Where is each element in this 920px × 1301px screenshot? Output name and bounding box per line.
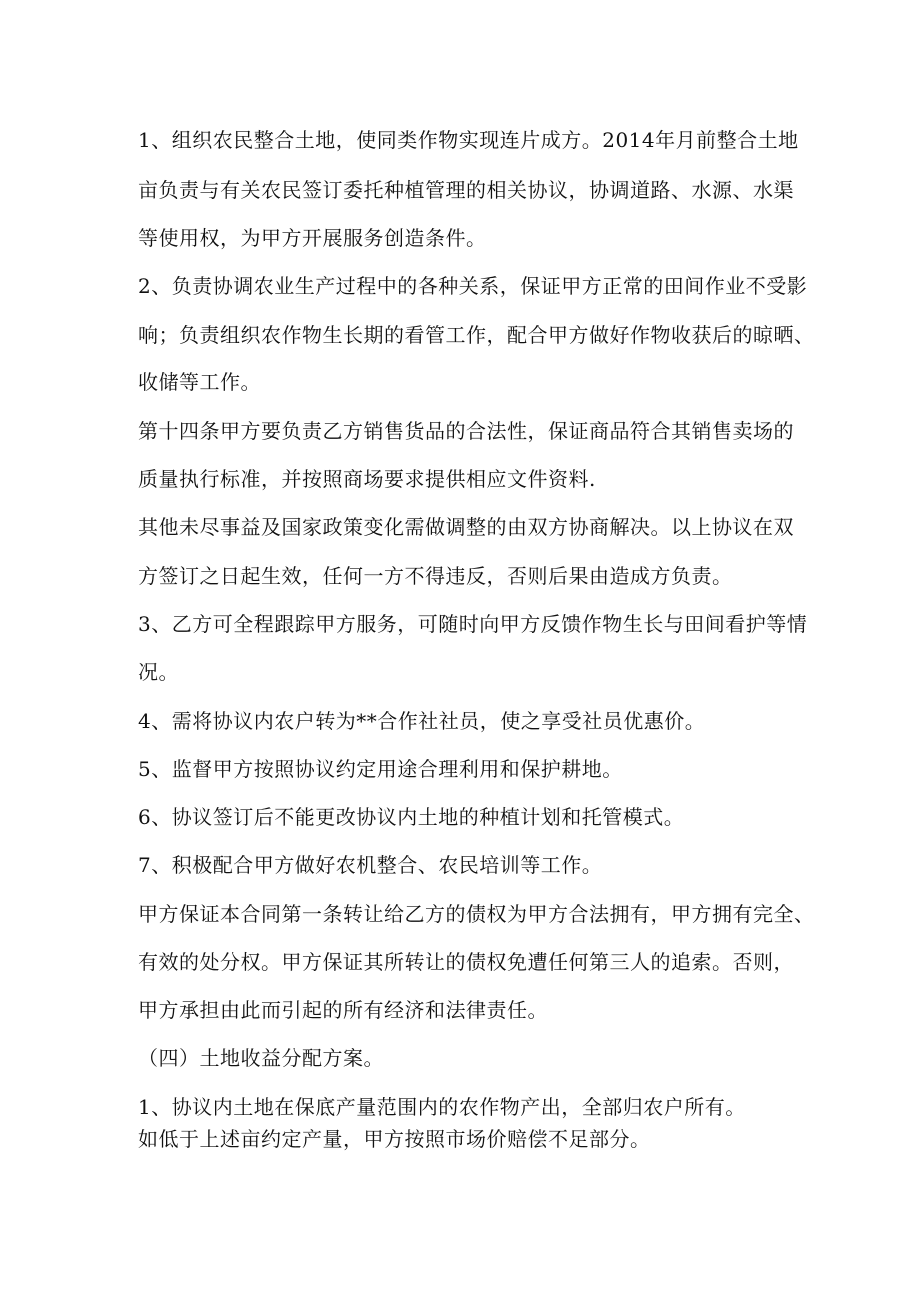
text-line: 5、监督甲方按照协议约定用途合理利用和保护耕地。 — [138, 757, 623, 781]
text-line: 2、负责协调农业生产过程中的各种关系，保证甲方正常的田间作业不受影 — [138, 274, 808, 298]
text-line: 甲方保证本合同第一条转让给乙方的债权为甲方合法拥有，甲方拥有完全、 — [138, 902, 815, 926]
text-line: 响；负责组织农作物生长期的看管工作，配合甲方做好作物收获后的晾晒、 — [138, 323, 815, 347]
text-line: 如低于上述亩约定产量，甲方按照市场价赔偿不足部分。 — [138, 1127, 651, 1151]
text-line: 3、乙方可全程跟踪甲方服务，可随时向甲方反馈作物生长与田间看护等情 — [138, 612, 808, 636]
text-line: （四）土地收益分配方案。 — [138, 1046, 384, 1070]
text-line: 6、协议签订后不能更改协议内土地的种植计划和托管模式。 — [138, 805, 685, 829]
text-line: 1、协议内土地在保底产量范围内的农作物产出，全部归农户所有。 — [138, 1095, 746, 1119]
text-line: 7、积极配合甲方做好农机整合、农民培训等工作。 — [138, 853, 603, 877]
text-line: 亩负责与有关农民签订委托种植管理的相关协议，协调道路、水源、水渠 — [138, 178, 794, 202]
text-line: 等使用权，为甲方开展服务创造条件。 — [138, 226, 487, 250]
text-line: 收储等工作。 — [138, 370, 261, 394]
text-line: 质量执行标准，并按照商场要求提供相应文件资料. — [138, 467, 596, 491]
text-line: 方签订之日起生效，任何一方不得违反，否则后果由造成方负责。 — [138, 564, 733, 588]
text-line: 有效的处分权。甲方保证其所转让的债权免遭任何第三人的追索。否则， — [138, 950, 794, 974]
text-line: 1、组织农民整合土地，使同类作物实现连片成方。2014年月前整合土地 — [138, 128, 799, 152]
text-line: 况。 — [138, 660, 179, 684]
text-line: 4、需将协议内农户转为**合作社社员，使之享受社员优惠价。 — [138, 709, 706, 733]
text-line: 甲方承担由此而引起的所有经济和法律责任。 — [138, 998, 548, 1022]
text-line: 其他未尽事益及国家政策变化需做调整的由双方协商解决。以上协议在双 — [138, 515, 794, 539]
text-line: 第十四条甲方要负责乙方销售货品的合法性，保证商品符合其销售卖场的 — [138, 419, 794, 443]
